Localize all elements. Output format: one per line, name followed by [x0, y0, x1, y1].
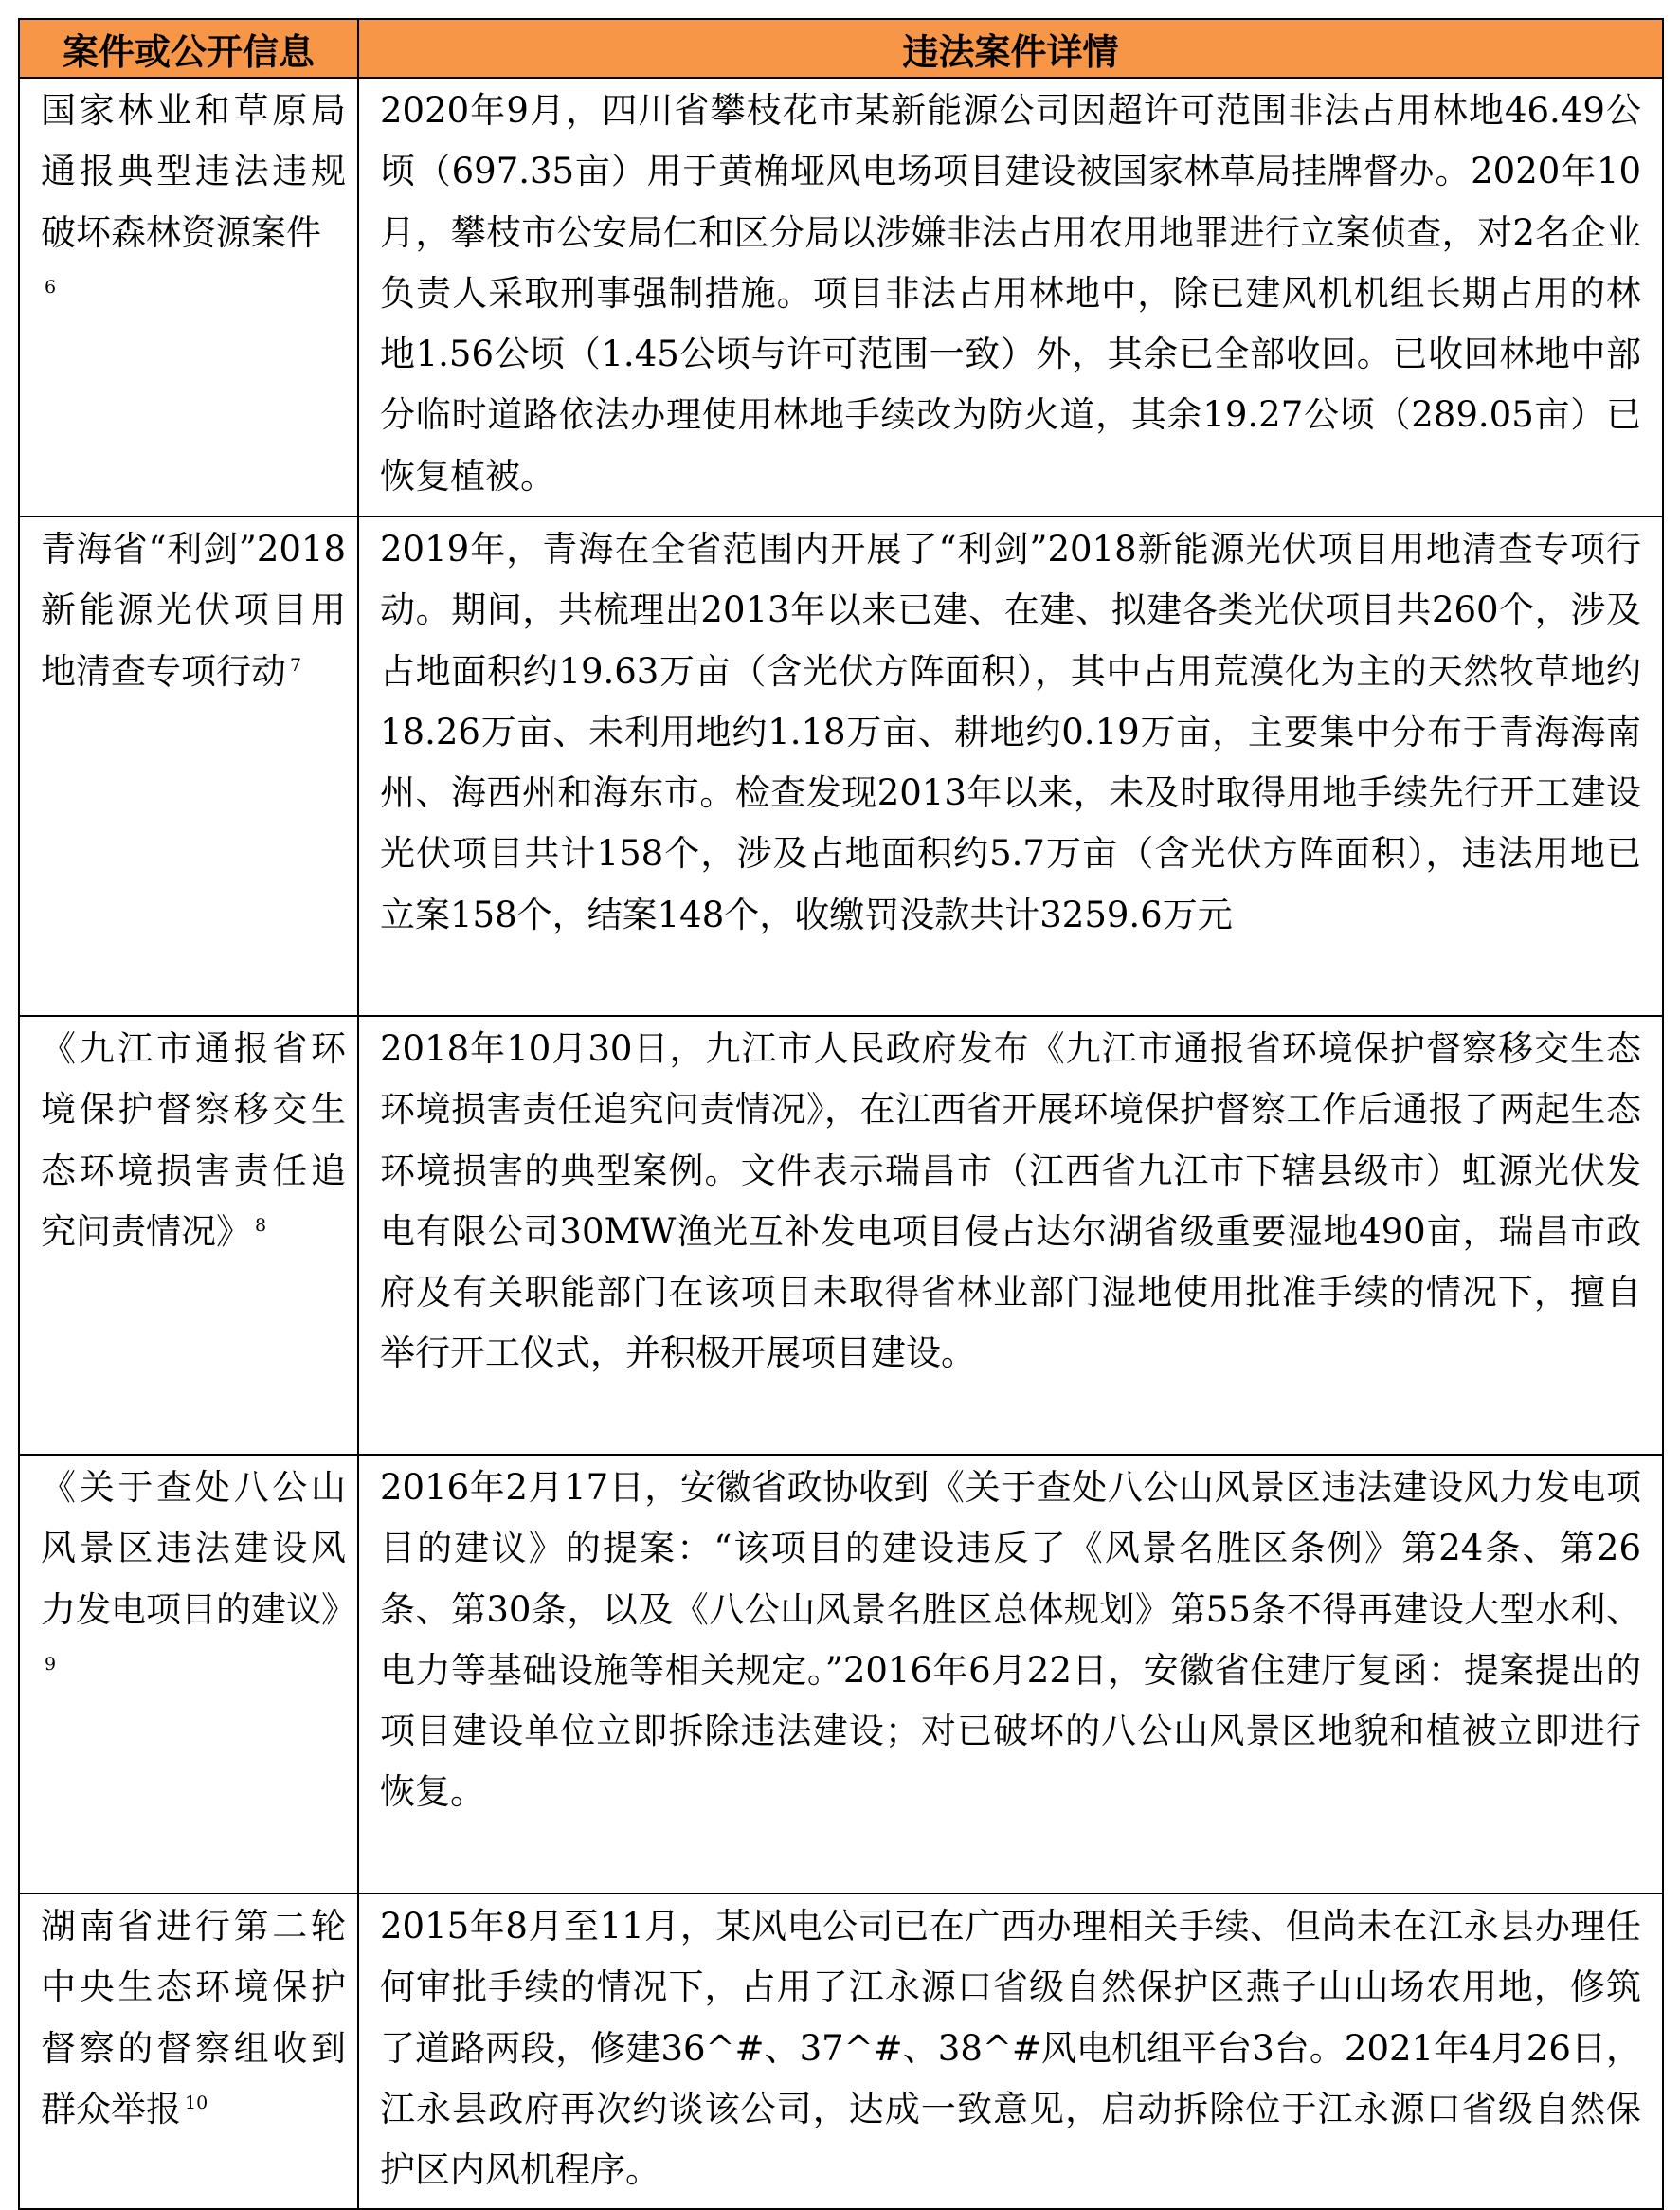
source-cell: [19, 516, 358, 1016]
detail-cell: 2018年10月30日，九江市人民政府发布《九江市通报省环境保护督察移交生态环境损害责任追究问责情况》，在江西省开展环境保护督察工作后通报了两起生态环境损害的典型案例。文件表示瑞昌市（江西省九江市下辖县级市）虹源光伏发电有限公司30MW渔光互补发电项目侵占达尔湖省级重要湿地490亩，瑞昌市政府及有关职能部门在该项目未取得省林业部门湿地使用批准手续的情况下，擅自举行开工仪式，并积极开展项目建设。: [358, 1016, 1663, 1455]
detail-cell: 2020年9月，四川省攀枝花市某新能源公司因超许可范围非法占用林地46.49公顷（697.35亩）用于黄桷垭风电场项目建设被国家林草局挂牌督办。2020年10月，攀枝市公安局仁和区分局以涉嫌非法占用农用地罪进行立案侦查，对2名企业负责人采取刑事强制措施。项目非法占用林地中，除已建风机机组长期占用的林地1.56公顷（1.45公顷与许可范围一致）外，其余已全部收回。已收回林地中部分临时道路依法办理使用林地手续改为防火道，其余19.27公顷（289.05亩）已恢复植被。: [358, 78, 1663, 516]
detail-cell: 2015年8月至11月，某风电公司已在广西办理相关手续、但尚未在江永县办理任何审批手续的情况下，占用了江永源口省级自然保护区燕子山山场农用地，修筑了道路两段，修建36^#、37^#、38^#风电机组平台3台。2021年4月26日，江永县政府再次约谈该公司，达成一致意见，启动拆除位于江永源口省级自然保护区内风机程序。: [358, 1893, 1663, 2209]
source-text: 《九江市通报省环境保护督察移交生态环境损害责任追究问责情况》: [41, 1028, 346, 1252]
footnote-ref: 10: [185, 2092, 208, 2113]
source-cell: [19, 1455, 358, 1893]
source-cell: [19, 78, 358, 516]
source-text: 国家林业和草原局通报典型违法违规破坏森林资源案件: [41, 90, 346, 253]
table-row: [19, 1455, 1663, 1893]
header-detail: 违法案件详情: [358, 19, 1663, 78]
table-row: [19, 78, 1663, 516]
table-row: [19, 1016, 1663, 1455]
footnote-ref: 6: [45, 276, 57, 298]
source-text: 《关于查处八公山风景区违法建设风力发电项目的建议》: [41, 1467, 356, 1630]
header-row: [19, 19, 1663, 78]
source-cell: [19, 1016, 358, 1455]
source-text: 青海省“利剑”2018新能源光伏项目用地清查专项行动: [41, 529, 346, 692]
cases-table: [18, 18, 1664, 2210]
footnote-ref: 8: [255, 1214, 267, 1236]
footnote-ref: 9: [45, 1653, 57, 1675]
detail-cell: 2019年，青海在全省范围内开展了“利剑”2018新能源光伏项目用地清查专项行动。期间，共梳理出2013年以来已建、在建、拟建各类光伏项目共260个，涉及占地面积约19.63万亩（含光伏方阵面积），其中占用荒漠化为主的天然牧草地约18.26万亩、未利用地约1.18万亩、耕地约0.19万亩，主要集中分布于青海海南州、海西州和海东市。检查发现2013年以来，未及时取得用地手续先行开工建设光伏项目共计158个，涉及占地面积约5.7万亩（含光伏方阵面积），违法用地已立案158个，结案148个，收缴罚没款共计3259.6万元: [358, 516, 1663, 1016]
source-text: 湖南省进行第二轮中央生态环境保护督察的督察组收到群众举报: [41, 1906, 346, 2129]
source-cell: [19, 1893, 358, 2209]
detail-cell: 2016年2月17日，安徽省政协收到《关于查处八公山风景区违法建设风力发电项目的建议》的提案：“该项目的建设违反了《风景名胜区条例》第24条、第26条、第30条，以及《八公山风景名胜区总体规划》第55条不得再建设大型水利、电力等基础设施等相关规定。”2016年6月22日，安徽省住建厅复函：提案提出的项目建设单位立即拆除违法建设；对已破坏的八公山风景区地貌和植被立即进行恢复。: [358, 1455, 1663, 1893]
footnote-ref: 7: [290, 654, 302, 676]
table-row: [19, 516, 1663, 1016]
table-row: [19, 1893, 1663, 2209]
header-source: 案件或公开信息: [19, 19, 358, 78]
